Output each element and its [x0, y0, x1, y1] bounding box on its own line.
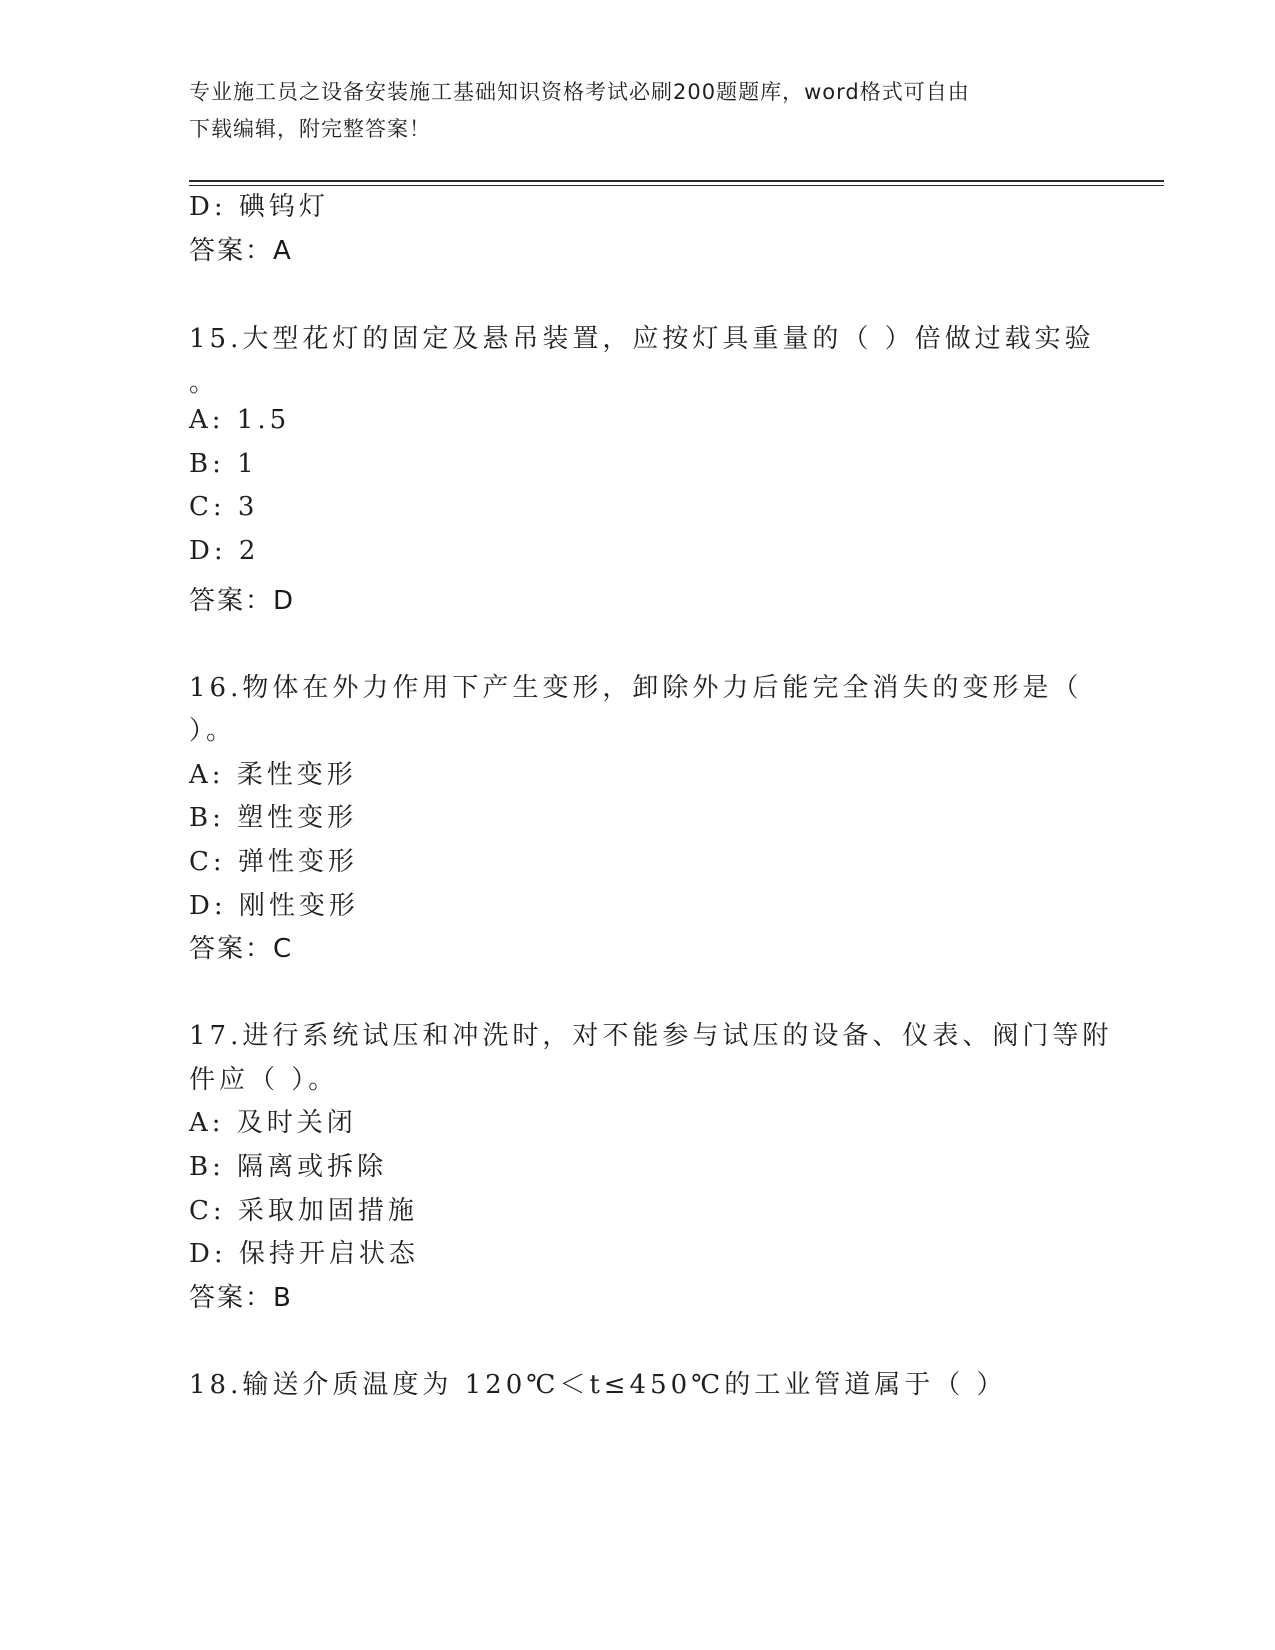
q15-stem-line-1: 15.大型花灯的固定及悬吊装置，应按灯具重量的（ ）倍做过载实验: [189, 324, 1095, 354]
q17-answer: 答案：B: [189, 1283, 293, 1313]
q16-answer: 答案：C: [189, 934, 294, 964]
q16-option-a: A: 柔性变形: [189, 760, 357, 790]
q17-stem-line-1: 17.进行系统试压和冲洗时，对不能参与试压的设备、仪表、阀门等附: [189, 1021, 1113, 1051]
header-line-1: 专业施工员之设备安装施工基础知识资格考试必刷200题题库，word格式可自由: [189, 80, 970, 104]
q15-option-b: B: 1: [189, 449, 258, 479]
document-header: [189, 74, 1089, 148]
q17-stem-line-2: 件应（ ）。: [189, 1065, 339, 1095]
q16-option-c: C: 弹性变形: [189, 847, 358, 877]
q16-option-d: D: 刚性变形: [189, 891, 359, 921]
q17-option-b: B: 隔离或拆除: [189, 1152, 388, 1182]
q17-option-a: A: 及时关闭: [189, 1108, 357, 1138]
q16-stem-line-2: ）。: [189, 716, 237, 746]
q16-option-b: B: 塑性变形: [189, 803, 358, 833]
q18-stem-line-1: 18.输送介质温度为 120℃＜t≤450℃的工业管道属于（ ）: [189, 1370, 1007, 1400]
q15-answer: 答案：D: [189, 586, 296, 616]
q15-option-c: C: 3: [189, 492, 259, 522]
q15-option-a: A: 1.5: [189, 405, 291, 435]
q15-stem-line-2: 。: [189, 368, 220, 398]
q15-option-d: D: 2: [189, 536, 260, 566]
header-divider-thick: [189, 180, 1164, 182]
q17-option-c: C: 采取加固措施: [189, 1196, 418, 1226]
q17-option-d: D: 保持开启状态: [189, 1239, 419, 1269]
header-line-2: 下载编辑，附完整答案！: [189, 117, 431, 141]
prev-option-d: D: 碘钨灯: [189, 192, 329, 222]
q16-stem-line-1: 16.物体在外力作用下产生变形，卸除外力后能完全消失的变形是（: [189, 673, 1083, 703]
prev-answer: 答案：A: [189, 236, 293, 266]
